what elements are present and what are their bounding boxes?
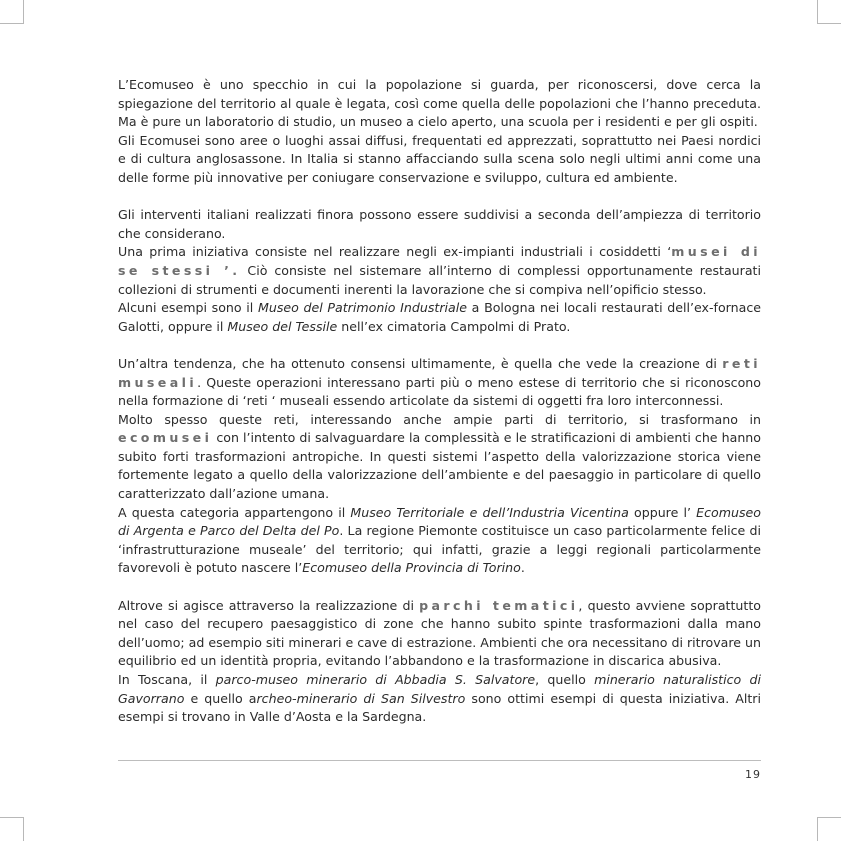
crop-mark: [817, 817, 818, 841]
crop-mark: [23, 817, 24, 841]
footer-divider: [118, 760, 761, 761]
text-run: L’Ecomuseo è uno specchio in cui la popolazione si guarda, per riconoscersi, dove cerca la spiegazione del territorio al quale è legata, così come quella delle popolazioni che l’hanno preceduta. Ma è pure un laboratorio di studio, un museo a cielo aperto, una scuola per i residenti e per gli ospiti.: [118, 77, 761, 130]
italic-title: rcheo-minerario di San Silvestro: [256, 690, 466, 706]
paragraph: [118, 206, 761, 243]
text-run: con l’intento di salvaguardare la complessità e le stratificazioni di ambienti che hanno subito forti trasformazioni antropiche. In questi sistemi l’aspetto della valorizzazione storica viene fortemente legato a quello della valorizzazione dell’ambiente e del paesaggio in particolare di quello caratterizzato dall’azione umana.: [118, 430, 761, 502]
paragraph-gap: [118, 336, 761, 355]
spaced-term: musei di se stessi ’.: [118, 244, 761, 278]
italic-title: Museo del Patrimonio Industriale: [257, 300, 467, 316]
text-run: Gli Ecomusei sono aree o luoghi assai diffusi, frequentati ed apprezzati, soprattutto nei Paesi nordici e di cultura anglosassone. In Italia si stanno affacciando sulla scena solo negli ultimi anni come una delle forme più innovative per coniugare conservazione e sviluppo, cultura ed ambiente.: [118, 132, 761, 185]
text-run: Alcuni esempi sono il: [118, 300, 258, 316]
paragraph: [118, 355, 761, 411]
page-body-text: [118, 76, 761, 727]
spaced-term: reti museali: [118, 355, 761, 390]
italic-title: Museo del Tessile: [227, 318, 338, 334]
crop-mark: [0, 23, 24, 24]
paragraph: [118, 504, 761, 578]
text-run: Gli interventi italiani realizzati finora possono essere suddivisi a seconda dell’ampiezza di territorio che considerano.: [118, 207, 761, 241]
text-run: , questo avviene soprattutto nel caso del recupero paesaggistico di zone che hanno subito spinte trasformazioni dalla mano dell’uomo; ad esempio siti minerari e cave di estrazione. Ambienti che ora necessitano di ritrovare un equilibrio ed un identità propria, evitando l’abbandono e la trasformazione in discarica abusiva.: [118, 597, 761, 669]
italic-title: minerario naturalistico di Gavorrano: [118, 672, 762, 706]
text-run: A questa categoria appartengono il: [118, 504, 351, 520]
spaced-term: parchi tematici: [419, 597, 579, 613]
paragraph: [118, 76, 761, 132]
italic-title: Ecomuseo di Argenta e Parco del Delta del Po: [118, 504, 761, 539]
italic-title: Ecomuseo della Provincia di Torino: [302, 560, 521, 576]
text-run: , quello: [535, 672, 595, 687]
text-run: nell’ex cimatoria Campolmi di Prato.: [337, 318, 571, 334]
crop-mark: [23, 0, 24, 24]
text-run: Un’altra tendenza, che ha ottenuto consensi ultimamente, è quella che vede la creazione di: [118, 355, 723, 371]
crop-mark: [817, 0, 818, 24]
text-run: sono ottimi esempi di questa iniziativa. Altri esempi si trovano in Valle d’Aosta e la Sardegna.: [118, 690, 761, 725]
text-run: In Toscana, il: [118, 672, 216, 687]
italic-title: Museo Territoriale e dell’Industria Vicentina: [350, 504, 629, 520]
spaced-term: ecomusei: [118, 430, 213, 446]
paragraph: [118, 597, 761, 671]
page-number: 19: [745, 768, 761, 781]
crop-mark: [817, 817, 841, 818]
paragraph: [118, 411, 761, 504]
text-run: a Bologna nei locali restaurati dell’ex-fornace Galotti, oppure il: [118, 300, 761, 334]
text-run: e quello a: [184, 690, 257, 706]
crop-mark: [817, 23, 841, 24]
text-run: . Queste operazioni interessano parti più o meno estese di territorio che si riconoscono nella formazione di ‘reti ‘ museali essendo articolate da sistemi di oggetti fra loro interconnessi.: [118, 374, 761, 409]
text-run: . La regione Piemonte costituisce un caso particolarmente felice di ‘infrastrutturazione museale’ del territorio; qui infatti, grazie a leggi regionali particolarmente favorevoli è potuto nascere l’: [118, 523, 762, 576]
italic-title: parco-museo minerario di Abbadia S. Salvatore: [215, 672, 536, 687]
paragraph: [118, 243, 761, 299]
crop-mark: [0, 817, 24, 818]
text-run: oppure l’: [628, 504, 697, 520]
text-run: .: [520, 560, 525, 576]
text-run: Una prima iniziativa consiste nel realizzare negli ex-impianti industriali i cosiddetti ‘: [118, 244, 672, 260]
paragraph-gap: [118, 188, 761, 207]
text-run: Ciò consiste nel sistemare all’interno di complessi opportunamente restaurati collezioni di strumenti e documenti inerenti la lavorazione che si compiva nell’opificio stesso.: [118, 262, 761, 297]
text-run: Altrove si agisce attraverso la realizzazione di: [118, 597, 420, 613]
paragraph: [118, 671, 761, 727]
text-run: Molto spesso queste reti, interessando anche ampie parti di territorio, si trasformano in: [118, 411, 761, 427]
paragraph-gap: [118, 578, 761, 597]
paragraph: [118, 299, 761, 336]
paragraph: [118, 132, 761, 188]
